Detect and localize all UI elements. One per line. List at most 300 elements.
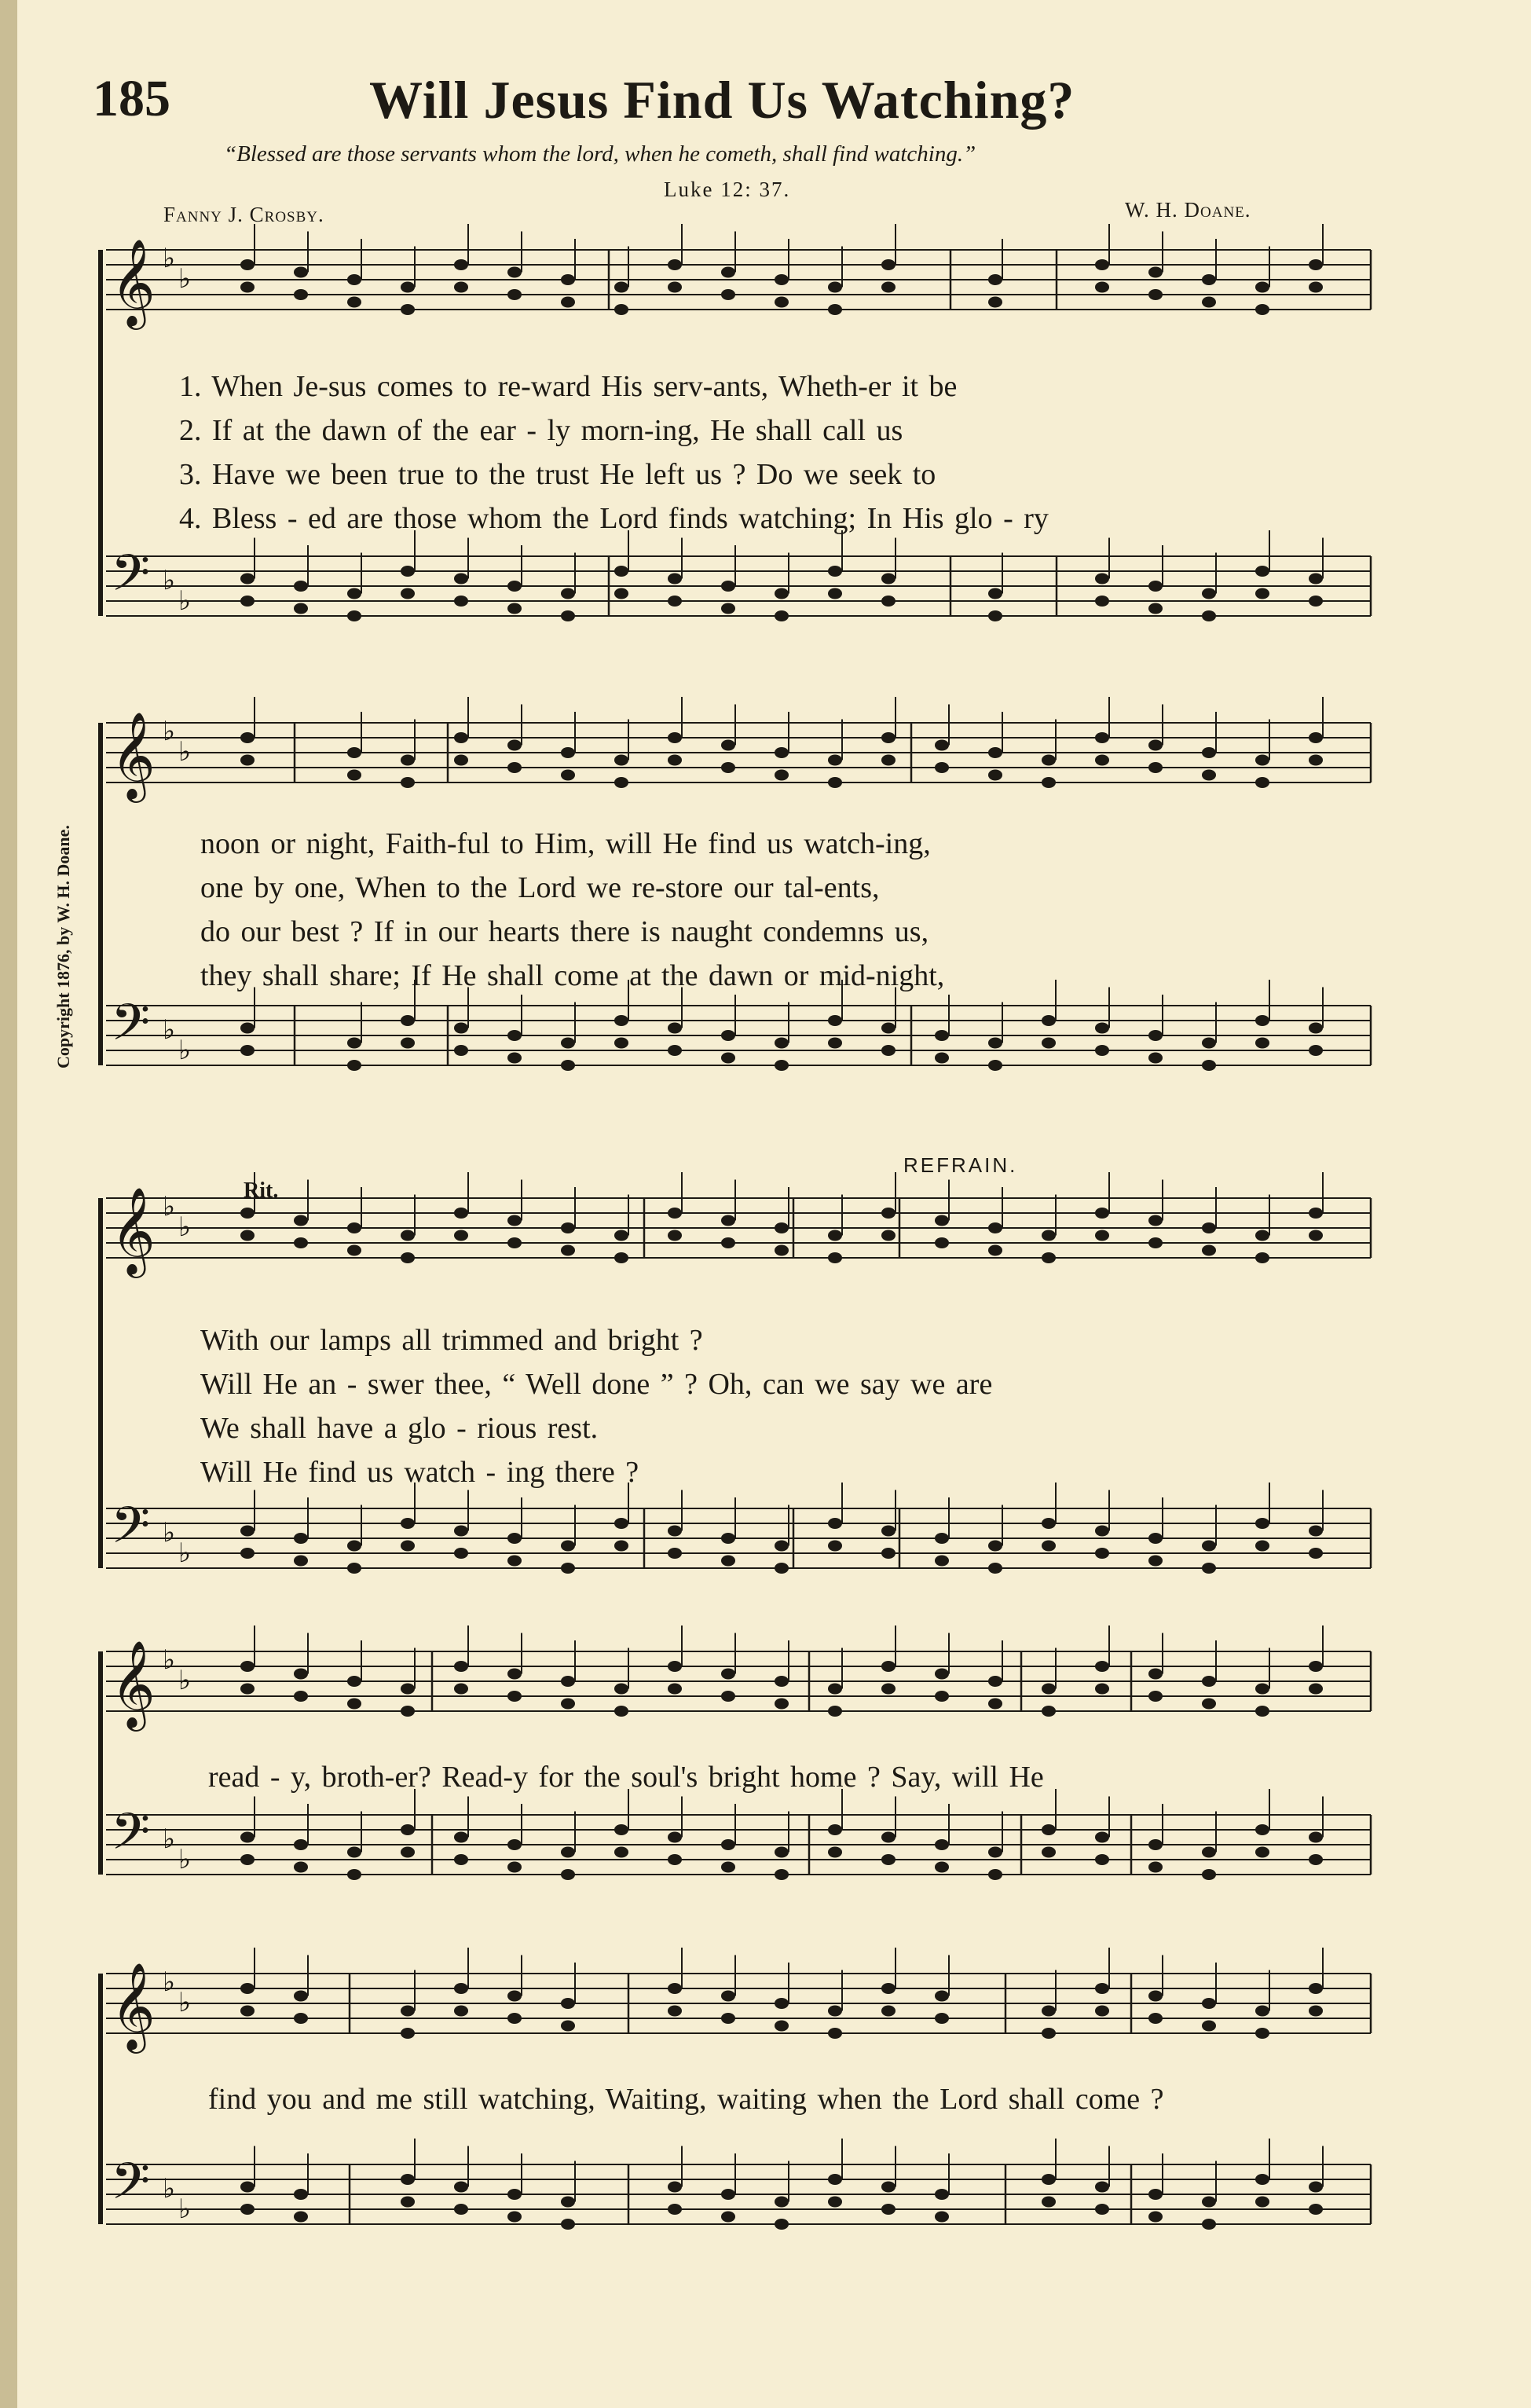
note-head	[668, 1526, 682, 1537]
lyric-line-verse1: noon or night, Faith-ful to Him, will He find us watch-ing,	[200, 827, 931, 860]
note-head	[1042, 755, 1056, 766]
note-head	[721, 603, 735, 614]
note-head	[828, 282, 842, 293]
note-head	[561, 1998, 575, 2009]
note-head	[401, 1230, 415, 1241]
note-head	[240, 2006, 255, 2017]
note-head	[1095, 1684, 1109, 1695]
note-head	[1309, 574, 1323, 585]
note-head	[668, 2182, 682, 2193]
note-head	[240, 1023, 255, 1034]
note-head	[1095, 259, 1109, 270]
note-head	[881, 755, 896, 766]
note-head	[294, 1533, 308, 1544]
note-head	[1095, 1661, 1109, 1672]
note-head	[1255, 777, 1269, 788]
note-head	[561, 1245, 575, 1256]
note-head	[507, 1237, 522, 1248]
note-head	[881, 1854, 896, 1865]
flat-icon: ♭	[163, 1644, 176, 1676]
note-head	[454, 1230, 468, 1241]
note-head	[988, 770, 1002, 781]
note-head	[881, 1230, 896, 1241]
note-head	[721, 740, 735, 751]
note-head	[614, 1230, 628, 1241]
note-head	[775, 1847, 789, 1858]
note-head	[1095, 1230, 1109, 1241]
note-head	[881, 1208, 896, 1219]
note-head	[1309, 2006, 1323, 2017]
note-head	[828, 1684, 842, 1695]
note-head	[1255, 1824, 1269, 1835]
note-head	[401, 1684, 415, 1695]
treble-clef-icon: 𝄞	[111, 711, 156, 799]
note-head	[935, 1691, 949, 1702]
note-head	[1148, 1839, 1163, 1850]
note-head	[507, 1215, 522, 1226]
note-head	[614, 1252, 628, 1263]
flat-icon: ♭	[163, 716, 176, 747]
note-head	[240, 1854, 255, 1865]
lyric-line-verse3: do our best ? If in our hearts there is naught condemns us,	[200, 915, 929, 948]
note-head	[881, 1548, 896, 1559]
note-head	[401, 1824, 415, 1835]
note-head	[1148, 267, 1163, 278]
note-head	[1095, 1854, 1109, 1865]
note-head	[1148, 1053, 1163, 1064]
note-head	[668, 1684, 682, 1695]
note-head	[240, 2204, 255, 2215]
flat-icon: ♭	[178, 1035, 192, 1066]
note-head	[507, 1862, 522, 1873]
bass-clef-icon: 𝄢	[111, 1497, 151, 1567]
note-head	[988, 1060, 1002, 1071]
note-head	[775, 747, 789, 758]
note-head	[881, 732, 896, 743]
note-head	[935, 740, 949, 751]
note-head	[881, 1983, 896, 1994]
bass-clef-icon: 𝄢	[111, 994, 151, 1065]
note-head	[454, 1526, 468, 1537]
note-head	[1255, 1706, 1269, 1717]
note-head	[775, 274, 789, 285]
note-head	[1309, 1983, 1323, 1994]
note-head	[935, 1669, 949, 1680]
note-head	[1042, 1847, 1056, 1858]
note-head	[614, 282, 628, 293]
note-head	[561, 747, 575, 758]
flat-icon: ♭	[178, 1211, 192, 1243]
note-head	[775, 2219, 789, 2230]
treble-clef-icon: 𝄞	[111, 1640, 156, 1728]
note-head	[507, 1991, 522, 2002]
note-head	[561, 1038, 575, 1049]
note-head	[561, 2197, 575, 2208]
note-head	[294, 1691, 308, 1702]
note-head	[347, 1222, 361, 1233]
note-head	[668, 1208, 682, 1219]
note-head	[1148, 1862, 1163, 1873]
note-head	[721, 1215, 735, 1226]
flat-icon: ♭	[163, 1823, 176, 1855]
note-head	[668, 732, 682, 743]
note-head	[614, 1015, 628, 1026]
note-head	[347, 588, 361, 599]
copyright-notice: Copyright 1876, by W. H. Doane.	[53, 825, 73, 1068]
note-head	[828, 2028, 842, 2039]
note-head	[454, 259, 468, 270]
note-head	[1309, 1230, 1323, 1241]
flat-icon: ♭	[178, 263, 192, 295]
note-head	[828, 1038, 842, 1049]
note-head	[347, 1676, 361, 1687]
note-head	[1309, 1661, 1323, 1672]
note-head	[1255, 2174, 1269, 2185]
note-head	[347, 1038, 361, 1049]
note-head	[614, 1706, 628, 1717]
note-head	[881, 1045, 896, 1056]
note-head	[454, 1684, 468, 1695]
note-head	[401, 1038, 415, 1049]
note-head	[828, 566, 842, 577]
note-head	[294, 2189, 308, 2200]
author-credit: Fanny J. Crosby.	[163, 203, 324, 226]
note-head	[881, 1526, 896, 1537]
note-head	[454, 282, 468, 293]
note-head	[507, 1839, 522, 1850]
note-head	[294, 1862, 308, 1873]
note-head	[507, 762, 522, 773]
note-head	[454, 1854, 468, 1865]
note-head	[1148, 1669, 1163, 1680]
lyric-line-refrain3: We shall have a glo - rious rest.	[200, 1412, 599, 1445]
note-head	[294, 1839, 308, 1850]
note-head	[721, 1556, 735, 1567]
note-head	[775, 297, 789, 308]
note-head	[1255, 1038, 1269, 1049]
note-head	[561, 2219, 575, 2230]
note-head	[454, 574, 468, 585]
note-head	[240, 1832, 255, 1843]
note-head	[1202, 588, 1216, 599]
treble-clef-icon: 𝄞	[111, 1186, 156, 1274]
note-head	[1255, 1541, 1269, 1552]
note-head	[1042, 2174, 1056, 2185]
treble-clef-icon: 𝄞	[111, 1962, 156, 2050]
note-head	[721, 2013, 735, 2024]
note-head	[347, 297, 361, 308]
note-head	[828, 2006, 842, 2017]
note-head	[454, 2182, 468, 2193]
note-head	[1309, 1208, 1323, 1219]
note-head	[561, 1699, 575, 1710]
note-head	[1309, 1548, 1323, 1559]
note-head	[828, 1541, 842, 1552]
note-head	[401, 304, 415, 315]
note-head	[721, 762, 735, 773]
note-head	[561, 610, 575, 621]
note-head	[294, 1237, 308, 1248]
note-head	[721, 1991, 735, 2002]
system-brace	[98, 1651, 103, 1875]
note-head	[561, 297, 575, 308]
note-head	[828, 1847, 842, 1858]
note-head	[347, 1563, 361, 1574]
note-head	[507, 1669, 522, 1680]
note-head	[614, 1684, 628, 1695]
note-head	[561, 1847, 575, 1858]
bass-clef-icon: 𝄢	[111, 544, 151, 615]
note-head	[668, 1854, 682, 1865]
note-head	[828, 1824, 842, 1835]
note-head	[1042, 1015, 1056, 1026]
note-head	[1095, 2204, 1109, 2215]
note-head	[935, 2189, 949, 2200]
note-head	[721, 1237, 735, 1248]
flat-icon: ♭	[178, 1844, 192, 1875]
note-head	[1095, 1832, 1109, 1843]
note-head	[1202, 1998, 1216, 2009]
note-head	[240, 1983, 255, 1994]
note-head	[507, 1556, 522, 1567]
flat-icon: ♭	[178, 1665, 192, 1696]
note-head	[1148, 1215, 1163, 1226]
flat-icon: ♭	[178, 1538, 192, 1569]
note-head	[1202, 747, 1216, 758]
note-head	[1042, 777, 1056, 788]
note-head	[614, 1518, 628, 1529]
note-head	[1309, 1526, 1323, 1537]
note-head	[454, 1832, 468, 1843]
note-head	[454, 596, 468, 607]
note-head	[507, 267, 522, 278]
note-head	[401, 2197, 415, 2208]
note-head	[454, 1208, 468, 1219]
note-head	[401, 755, 415, 766]
note-head	[1255, 1015, 1269, 1026]
note-head	[721, 2212, 735, 2223]
note-head	[828, 1518, 842, 1529]
note-head	[561, 274, 575, 285]
note-head	[1095, 596, 1109, 607]
note-head	[1202, 297, 1216, 308]
note-head	[988, 1869, 1002, 1880]
note-head	[721, 267, 735, 278]
note-head	[1042, 1230, 1056, 1241]
note-head	[828, 755, 842, 766]
note-head	[401, 588, 415, 599]
system-brace	[98, 1974, 103, 2224]
note-head	[668, 1045, 682, 1056]
note-head	[775, 1541, 789, 1552]
hymn-number: 185	[93, 70, 170, 127]
note-head	[828, 588, 842, 599]
note-head	[1095, 1526, 1109, 1537]
flat-icon: ♭	[163, 2173, 176, 2205]
note-head	[561, 1541, 575, 1552]
note-head	[721, 1691, 735, 1702]
note-head	[668, 2204, 682, 2215]
flat-icon: ♭	[178, 736, 192, 768]
note-head	[988, 747, 1002, 758]
note-head	[614, 1038, 628, 1049]
note-head	[347, 770, 361, 781]
note-head	[1202, 1847, 1216, 1858]
note-head	[935, 1053, 949, 1064]
note-head	[1202, 1676, 1216, 1687]
note-head	[1309, 2182, 1323, 2193]
note-head	[507, 740, 522, 751]
note-head	[454, 1548, 468, 1559]
note-head	[347, 1541, 361, 1552]
note-head	[240, 2182, 255, 2193]
note-head	[1202, 1563, 1216, 1574]
note-head	[935, 762, 949, 773]
note-head	[561, 1869, 575, 1880]
note-head	[1042, 1038, 1056, 1049]
note-head	[935, 1237, 949, 1248]
note-head	[454, 732, 468, 743]
note-head	[1148, 581, 1163, 592]
note-head	[507, 581, 522, 592]
note-head	[1309, 259, 1323, 270]
treble-clef-icon: 𝄞	[111, 238, 156, 326]
note-head	[401, 1518, 415, 1529]
note-head	[1095, 1045, 1109, 1056]
note-head	[935, 1556, 949, 1567]
note-head	[775, 1676, 789, 1687]
note-head	[1309, 1854, 1323, 1865]
note-head	[1095, 732, 1109, 743]
note-head	[240, 596, 255, 607]
lyric-line-verse2: one by one, When to the Lord we re-store our tal-ents,	[200, 871, 880, 904]
note-head	[454, 1661, 468, 1672]
note-head	[881, 259, 896, 270]
note-head	[1255, 566, 1269, 577]
note-head	[775, 610, 789, 621]
note-head	[1309, 1045, 1323, 1056]
note-head	[775, 2021, 789, 2032]
note-head	[1202, 1699, 1216, 1710]
note-head	[881, 1684, 896, 1695]
bass-clef-icon: 𝄢	[111, 1803, 151, 1874]
note-head	[935, 2212, 949, 2223]
note-head	[668, 1548, 682, 1559]
note-head	[614, 1847, 628, 1858]
note-head	[507, 2189, 522, 2200]
note-head	[1148, 1991, 1163, 2002]
note-head	[668, 1983, 682, 1994]
lyric-line-verse3: 3. Have we been true to the trust He left us ? Do we seek to	[179, 458, 936, 491]
note-head	[1042, 2006, 1056, 2017]
scripture-reference: Luke 12: 37.	[664, 178, 791, 201]
note-head	[454, 2204, 468, 2215]
note-head	[721, 1669, 735, 1680]
note-head	[1202, 1869, 1216, 1880]
epigraph: “Blessed are those servants whom the lord, when he cometh, shall find watching.”	[224, 141, 976, 167]
note-head	[401, 1252, 415, 1263]
lyric-line-refrain2: Will He an - swer thee, “ Well done ” ? Oh, can we say we are	[200, 1368, 993, 1401]
note-head	[1095, 2006, 1109, 2017]
note-head	[294, 1215, 308, 1226]
note-head	[721, 2189, 735, 2200]
note-head	[347, 1869, 361, 1880]
note-head	[294, 2013, 308, 2024]
note-head	[401, 566, 415, 577]
note-head	[294, 289, 308, 300]
note-head	[1202, 610, 1216, 621]
note-head	[1255, 1847, 1269, 1858]
note-head	[775, 2197, 789, 2208]
note-head	[1309, 732, 1323, 743]
note-head	[988, 1847, 1002, 1858]
note-head	[935, 1215, 949, 1226]
note-head	[347, 610, 361, 621]
note-head	[561, 1060, 575, 1071]
note-head	[240, 755, 255, 766]
note-head	[828, 2197, 842, 2208]
note-head	[1309, 1023, 1323, 1034]
note-head	[401, 777, 415, 788]
note-head	[668, 1023, 682, 1034]
note-head	[1095, 1023, 1109, 1034]
note-head	[614, 566, 628, 577]
note-head	[1042, 1518, 1056, 1529]
note-head	[561, 770, 575, 781]
hymn-title: Will Jesus Find Us Watching?	[369, 70, 1075, 130]
note-head	[721, 581, 735, 592]
note-head	[721, 289, 735, 300]
note-head	[240, 282, 255, 293]
flat-icon: ♭	[163, 243, 176, 274]
note-head	[561, 2021, 575, 2032]
ritardando-marking: Rit.	[244, 1178, 279, 1203]
note-head	[988, 1038, 1002, 1049]
note-head	[721, 1030, 735, 1041]
note-head	[1202, 274, 1216, 285]
note-head	[507, 2013, 522, 2024]
note-head	[240, 1661, 255, 1672]
note-head	[881, 574, 896, 585]
note-head	[1148, 2189, 1163, 2200]
note-head	[1255, 282, 1269, 293]
note-head	[1042, 1252, 1056, 1263]
note-head	[668, 2006, 682, 2017]
note-head	[294, 1669, 308, 1680]
note-head	[988, 1541, 1002, 1552]
page-edge	[0, 0, 17, 2408]
note-head	[775, 1699, 789, 1710]
note-head	[1255, 2006, 1269, 2017]
note-head	[1255, 1684, 1269, 1695]
note-head	[347, 1699, 361, 1710]
note-head	[935, 1991, 949, 2002]
note-head	[507, 1053, 522, 1064]
note-head	[347, 1060, 361, 1071]
note-head	[828, 1230, 842, 1241]
note-head	[828, 2174, 842, 2185]
note-head	[1148, 2212, 1163, 2223]
note-head	[1202, 2219, 1216, 2230]
flat-icon: ♭	[178, 585, 192, 617]
note-head	[668, 1661, 682, 1672]
lyric-line-refrain1: With our lamps all trimmed and bright ?	[200, 1324, 703, 1357]
note-head	[1255, 2028, 1269, 2039]
system-brace	[98, 723, 103, 1065]
note-head	[935, 1862, 949, 1873]
note-head	[881, 1661, 896, 1672]
note-head	[507, 289, 522, 300]
